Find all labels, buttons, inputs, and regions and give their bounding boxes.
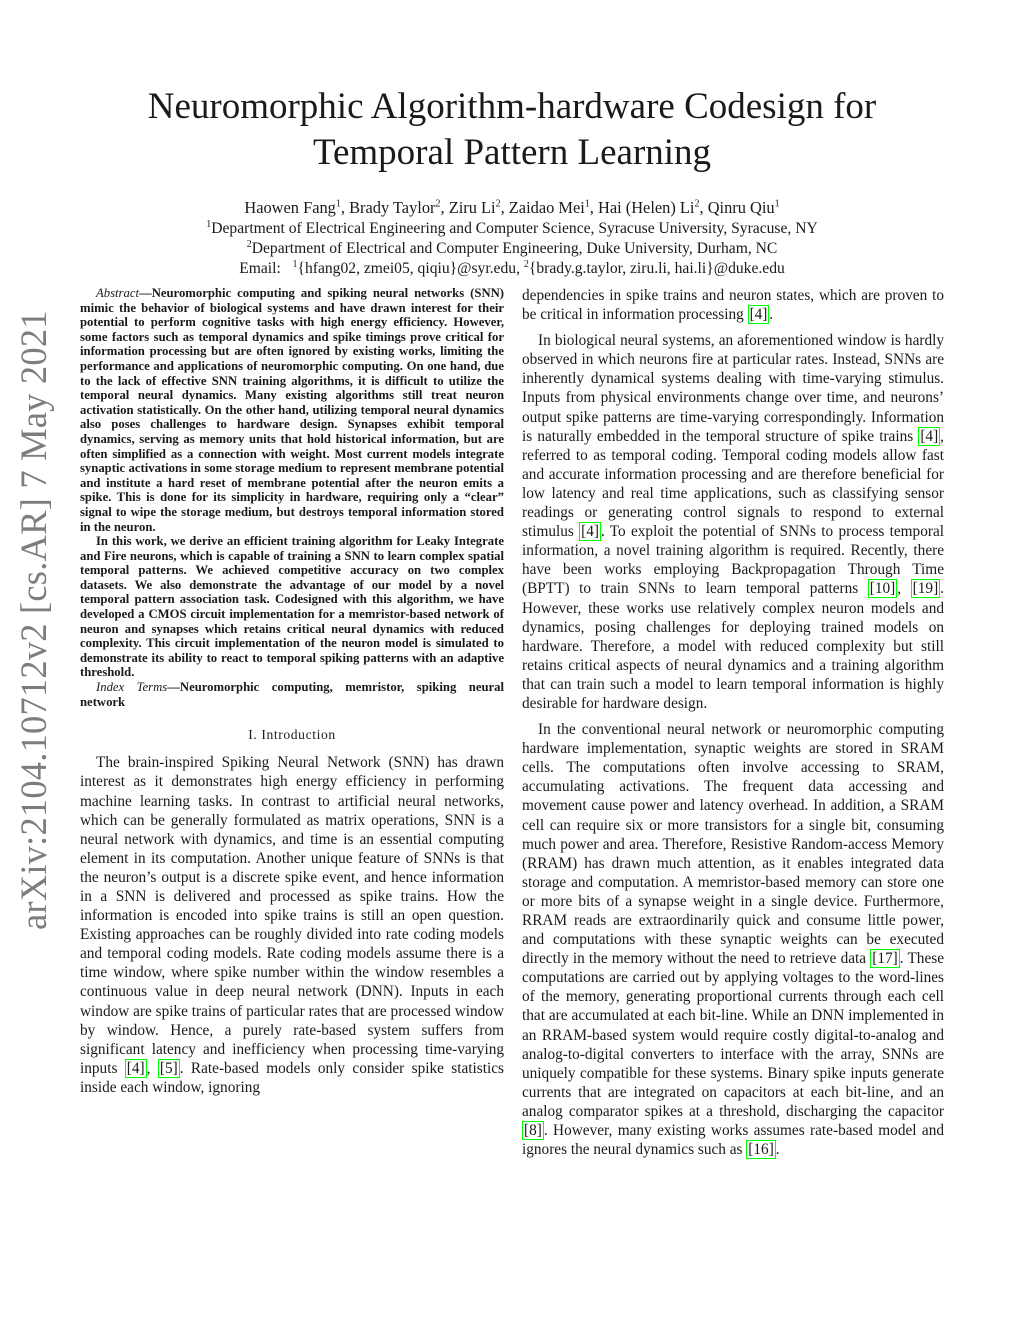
affiliation-syracuse [80,219,944,239]
paragraph-text: , [146,1059,158,1077]
paper-title [80,84,944,176]
index-terms-text: —Neuromorphic computing, memristor, spiking neural network [80,680,505,709]
affiliation-2-text: Department of Electrical and Computer Engineering, Duke University, Durham, NC [251,240,778,257]
email-syracuse: {hfang02, zmei05, qiqiu}@syr.edu, [297,260,520,277]
citation-link[interactable]: [4] [581,523,599,541]
abstract-text-1: —Neuromorphic computing and spiking neural networks (SNN) mimic the behavior of biological systems and have drawn interest for their potential to perform cognitive tasks with high energy efficiency. However, some factors such as temporal dynamics and spike timings prove critical for information processing but are often ignored by existing works, limiting the performance and applications of neuromorphic computing. On one hand, due to the lack of effective SNN training algorithms, it is difficult to utilize the temporal neural dynamics. Many existing algorithms still treat neuron activation statistically. On the other hand, utilizing temporal neural dynamics also poses challenges to hardware design. Synapses exhibit temporal dynamics, serving as memory units that hold historical information, but are often simplified as a connection with weight. Most current models integrate synaptic activations in some storage medium to represent membrane potential and institute a hard reset of membrane potential after the neuron emits a spike. This is done for its simplicity in hardware, requiring only a “clear” signal to wipe the storage medium, but destroys temporal information stored in the neuron. [80,286,504,534]
author-block [80,196,944,279]
index-terms-label: Index Terms [96,680,168,695]
arxiv-identifier-stamp[interactable]: arXiv:2104.10712v2 [cs.AR] 7 May 2021 [13,310,54,930]
affiliation-sup: 1 [584,198,590,210]
paragraph-text: . These computations are carried out by applying voltages to the word-lines of the memory, generating proportional currents through each cell that are accumulated at each bit-line. While an DNN implemented in an RRAM-based system would require costly digital-to-analog and analog-to-digital converters to interface with the array, SNNs are uniquely compatible for these systems. Binary spike inputs generate currents that are integrated on capacitors at each bit-line, and an analog comparator spikes at a threshold, discharging the capacitor [522,950,944,1120]
affiliation-sup: 2 [246,238,252,250]
citation-link[interactable]: [10] [869,580,896,598]
paragraph-text: The brain-inspired Spiking Neural Network (SNN) has drawn interest as it demonstrates high energy efficiency in performing machine learning tasks. In contrast to artificial neural networks, which can be generally formulated as matrix operations, SNN is a neural network with dynamics, and time is an essential computing element in its computation. Another unique feature of SNNs is that the neuron’s output is a discrete spike event, and hence information in a SNN is delivered and processed as spike trains. How the information is encoded into spike trains is still an open question. Existing approaches can be roughly divided into rate coding models and temporal coding models. Rate coding models assume there is a time window, where spike number within the window resembles a continuous value in deep neural network (DNN). Inputs in each window are spike trains of particular rates that are processed window by window. Hence, a purely rate-based system suffers from significant latency and inefficiency when processing time-varying inputs [80,754,504,1077]
author-name: Ziru Li [448,198,496,217]
author-name: Haowen Fang [244,198,336,217]
paragraph-text: , referred to as temporal coding. Temporal coding models allow fast and accurate information processing and are therefore beneficial for low latency and real time applications, such as classifying sensor readings or generating control signals to respond to external stimulus [522,427,944,541]
affiliation-sup: 1 [774,198,780,210]
citation-link[interactable]: [4] [749,306,768,324]
index-terms [80,680,504,709]
citation-link[interactable]: [17] [872,950,898,968]
paragraph-text: , [897,580,911,598]
paragraph-text: . However, these works use relatively complex neuron models and dynamics, posing challenges for deploying trained models on hardware. Therefore, a model with reduced complexity but still retains critical aspects of neural dynamics and a training algorithm that can train such a model to learn temporal information is highly desirable for hardware design. [522,580,944,712]
intro-paragraph-1 [80,753,504,1097]
paragraph-text: . Rate-based models only consider spike statistics inside each window, ignoring [80,1059,504,1096]
affiliation-sup: 1 [335,198,341,210]
intro-paragraph-2 [522,331,944,713]
paragraph-text: . To exploit the potential of SNNs to process temporal information, a novel training algorithm is required. Recently, there have been works employing Backpropagation Through Time (BPTT) to train SNNs to learn temporal patterns [522,523,944,598]
affiliation-sup: 2 [694,198,700,210]
email-label: Email: [239,260,281,277]
section-heading-introduction: I. Introduction [248,727,336,743]
affiliation-duke [80,239,944,259]
affiliation-sup: 2 [495,198,501,210]
abstract-text-2: In this work, we derive an efficient training algorithm for Leaky Integrate and Fire neurons, which is capable of training a SNN to learn complex spatial temporal patterns. We achieved competitive accuracy on two complex datasets. We also demonstrate the advantage of our model by a novel temporal pattern association task. Codesigned with this algorithm, we have developed a CMOS circuit implementation for a memristor-based network of neuron and synapses which retains critical neural dynamics with reduced complexity. This circuit implementation of the neuron model is simulated to demonstrate its ability to react to temporal spiking patterns with an adaptive threshold. [80,534,504,680]
citation-link[interactable]: [5] [159,1059,178,1077]
citation-link[interactable]: [8] [524,1122,542,1140]
citation-link[interactable]: [4] [920,427,939,445]
citation-link[interactable]: [19] [912,580,939,598]
author-name: Hai (Helen) Li [598,198,695,217]
abstract-label: Abstract [96,286,139,300]
affiliation-sup: 2 [523,258,529,270]
author-name: Brady Taylor [349,198,436,217]
affiliation-sup: 2 [435,198,441,210]
email-line [80,259,944,279]
abstract-paragraph-1 [80,286,504,534]
author-list: Haowen Fang$^1$, Brady Taylor$^2$, Ziru Li$^2$, Zaidao Mei$^1$, Hai (Helen) Li$^2$, Qinru Qiu$^1$ [244,198,780,217]
title-line-2: Temporal Pattern Learning [312,132,712,173]
paragraph-text: . [775,1141,780,1159]
affiliation-sup: 1 [206,218,212,230]
right-column [522,286,944,1166]
paragraph-text: In the conventional neural network or neuromorphic computing hardware implementation, synaptic weights are stored in SRAM cells. The computations often involve accessing to SRAM, accumulating activations. The frequent data accessing and movement cause power and latency overhead. In addition, a SRAM cell can require six or more transistors for a single bit, consuming much power and area. Therefore, Resistive Random-access Memory (RRAM) has drawn much attention, as it enables integrated data storage and computation. A memristor-based memory can store one or more bits of a synapse weight in a single device. Furthermore, RRAM reads are extraordinarily quick and consume little power, and computations with these synaptic weights can be executed directly in the memory without the need to retrieve data [522,721,944,968]
paragraph-text: In biological neural systems, an aforementioned window is hardly observed in which neurons fire at particular rates. Instead, SNNs are inherently dynamical systems dealing with time-varying stimulus. Inputs from physical environments change over time, and neurons’ output spike patterns are time-varying correspondingly. Information is naturally embedded in the temporal structure of spike trains [522,332,944,445]
left-column [80,286,504,1097]
author-name: Qinru Qiu [707,198,775,217]
intro-paragraph-1-continued [522,286,944,324]
citation-link[interactable]: [4] [126,1059,145,1077]
paragraph-text: . [769,306,774,324]
citation-link[interactable]: [16] [748,1141,774,1159]
paragraph-text: dependencies in spike trains and neuron states, which are proven to be critical in information processing [522,287,944,324]
affiliation-sup: 1 [292,258,298,270]
title-line-1: Neuromorphic Algorithm-hardware Codesign for [147,86,877,127]
email-duke: {brady.g.taylor, ziru.li, hai.li}@duke.edu [528,260,785,277]
paragraph-text: . However, many existing works assumes rate-based model and ignores the neural dynamics such as [522,1122,944,1159]
intro-paragraph-3 [522,720,944,1159]
abstract-paragraph-2 [80,534,504,680]
author-name: Zaidao Mei [508,198,585,217]
affiliation-1-text: Department of Electrical Engineering and Computer Science, Syracuse University, Syracuse, NY [211,220,818,237]
